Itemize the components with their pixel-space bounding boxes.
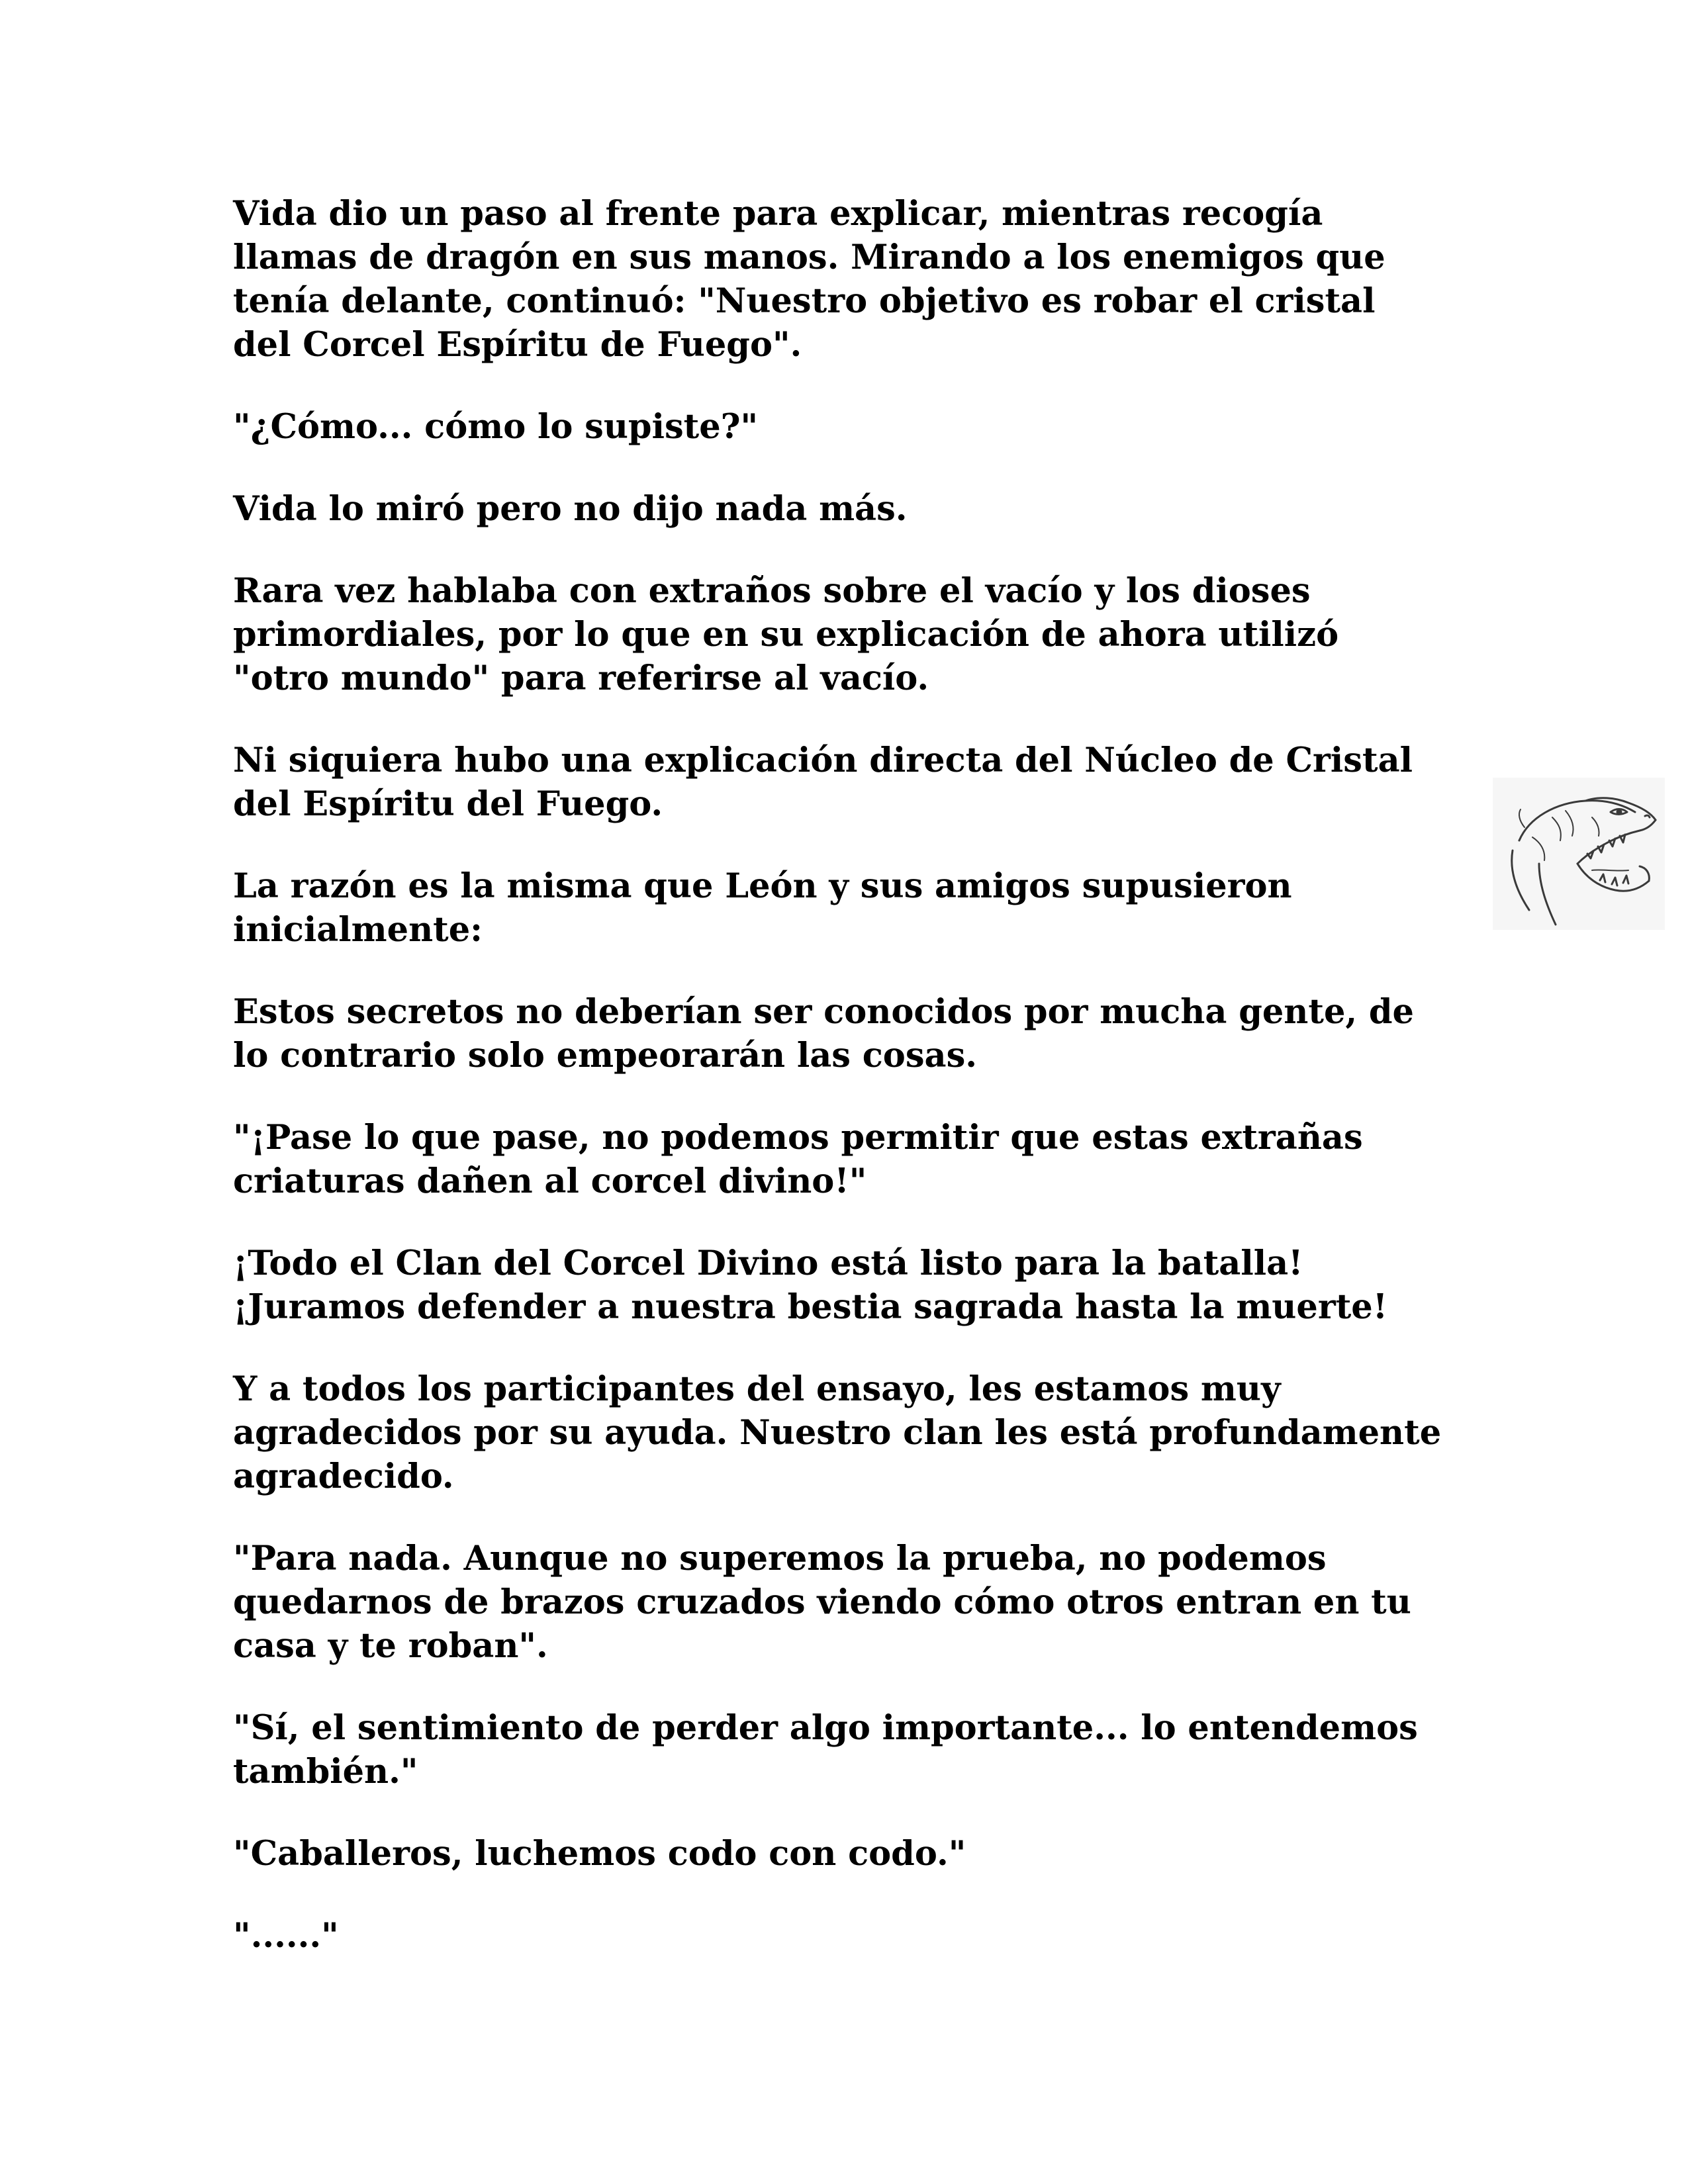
paragraph-2: "¿Cómo... cómo lo supiste?" — [233, 407, 759, 447]
body-text — [233, 192, 1444, 1996]
paragraph-5: Ni siquiera hubo una explicación directa del Núcleo de Cristal del Espíritu del Fuego. — [233, 741, 1413, 824]
paragraph-6: La razón es la misma que León y sus amigos supusieron inicialmente: — [233, 866, 1292, 950]
paragraph-10: Y a todos los participantes del ensayo, les estamos muy agradecidos por su ayuda. Nuestro clan les está profundamente agradecido. — [233, 1369, 1442, 1496]
paragraph-9: ¡Todo el Clan del Corcel Divino está listo para la batalla! ¡Juramos defender a nuestra bestia sagrada hasta la muerte! — [233, 1244, 1388, 1327]
paragraph-7: Estos secretos no deberían ser conocidos por mucha gente, de lo contrario solo empeorarán las cosas. — [233, 992, 1415, 1075]
paragraph-3: Vida lo miró pero no dijo nada más. — [233, 489, 908, 529]
paragraph-8: "¡Pase lo que pase, no podemos permitir que estas extrañas criaturas dañen al corcel divino!" — [233, 1118, 1363, 1201]
paragraph-14: "......" — [233, 1916, 339, 1956]
paragraph-13: "Caballeros, luchemos codo con codo." — [233, 1834, 966, 1874]
dragon-head-icon — [1493, 778, 1665, 930]
paragraph-1: Vida dio un paso al frente para explicar, mientras recogía llamas de dragón en sus manos. Mirando a los enemigos que tenía delante, continuó: "Nuestro objetivo es robar el cristal del Corcel Espíritu de Fuego". — [233, 194, 1385, 365]
paragraph-4: Rara vez hablaba con extraños sobre el vacío y los dioses primordiales, por lo que en su explicación de ahora utilizó "otro mundo" para referirse al vacío. — [233, 571, 1339, 698]
paragraph-11: "Para nada. Aunque no superemos la prueba, no podemos quedarnos de brazos cruzados viendo cómo otros entran en tu casa y te roban". — [233, 1539, 1411, 1666]
paragraph-12: "Sí, el sentimiento de perder algo importante... lo entendemos también." — [233, 1708, 1418, 1792]
